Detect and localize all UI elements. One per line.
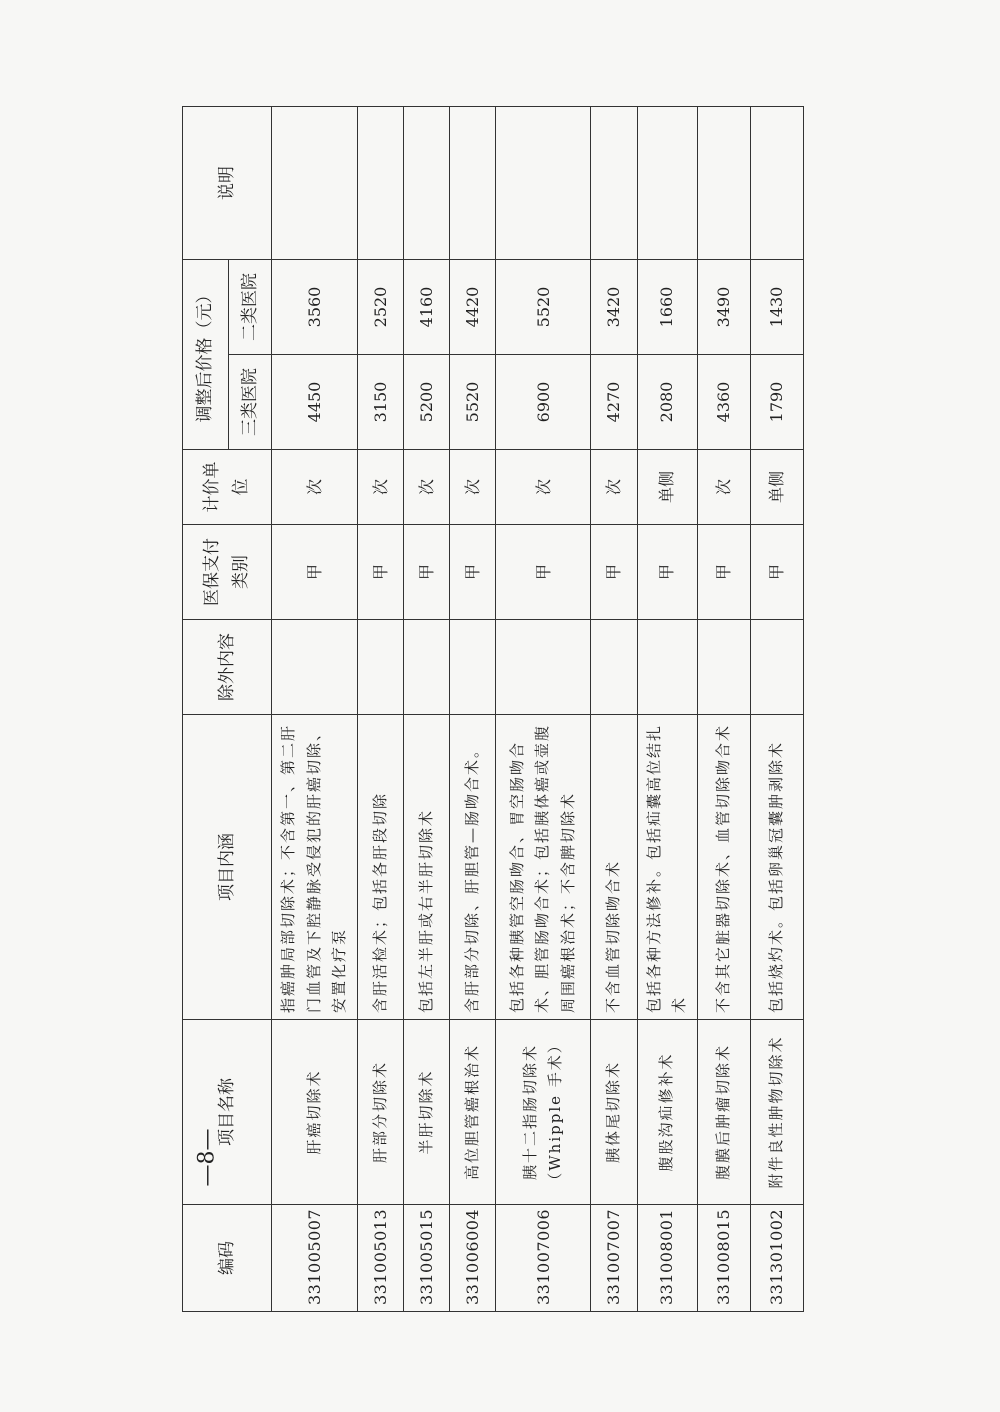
cell-price-b: 2520 bbox=[357, 260, 403, 355]
header-exclusion: 除外内容 bbox=[183, 620, 272, 715]
cell-unit: 次 bbox=[357, 450, 403, 525]
cell-insurance: 甲 bbox=[449, 525, 495, 620]
cell-unit: 次 bbox=[403, 450, 449, 525]
cell-name: 附件良性肿物切除术 bbox=[750, 1020, 803, 1205]
cell-price-b: 3560 bbox=[272, 260, 358, 355]
cell-price-b: 5520 bbox=[496, 260, 591, 355]
cell-code: 331005007 bbox=[272, 1205, 358, 1312]
cell-exclusion bbox=[750, 620, 803, 715]
cell-unit: 次 bbox=[449, 450, 495, 525]
cell-exclusion bbox=[697, 620, 750, 715]
cell-note bbox=[496, 107, 591, 260]
cell-exclusion bbox=[272, 620, 358, 715]
page-number: —8— bbox=[194, 1128, 220, 1187]
cell-note bbox=[272, 107, 358, 260]
cell-name: 腹膜后肿瘤切除术 bbox=[697, 1020, 750, 1205]
cell-name: 胰体尾切除术 bbox=[591, 1020, 637, 1205]
cell-note bbox=[357, 107, 403, 260]
cell-content: 不含其它脏器切除术、血管切除吻合术 bbox=[697, 715, 750, 1020]
cell-note bbox=[449, 107, 495, 260]
cell-note bbox=[403, 107, 449, 260]
header-unit: 计价单位 bbox=[183, 450, 272, 525]
cell-code: 331008015 bbox=[697, 1205, 750, 1312]
cell-content: 包括左半肝或右半肝切除术 bbox=[403, 715, 449, 1020]
cell-unit: 单侧 bbox=[637, 450, 697, 525]
cell-name: 肝癌切除术 bbox=[272, 1020, 358, 1205]
table-row bbox=[357, 107, 403, 1312]
cell-code: 331005015 bbox=[403, 1205, 449, 1312]
cell-code: 331301002 bbox=[750, 1205, 803, 1312]
table-row bbox=[496, 107, 591, 1312]
header-content: 项目内涵 bbox=[183, 715, 272, 1020]
cell-insurance: 甲 bbox=[403, 525, 449, 620]
header-note: 说明 bbox=[183, 107, 272, 260]
table-row bbox=[449, 107, 495, 1312]
cell-insurance: 甲 bbox=[496, 525, 591, 620]
cell-price-a: 3150 bbox=[357, 355, 403, 450]
header-insurance: 医保支付类别 bbox=[183, 525, 272, 620]
cell-exclusion bbox=[357, 620, 403, 715]
cell-unit: 次 bbox=[697, 450, 750, 525]
cell-unit: 次 bbox=[272, 450, 358, 525]
cell-price-b: 3420 bbox=[591, 260, 637, 355]
cell-unit: 次 bbox=[496, 450, 591, 525]
cell-code: 331007006 bbox=[496, 1205, 591, 1312]
cell-exclusion bbox=[449, 620, 495, 715]
cell-content: 指癌肿局部切除术；不含第一、第二肝门血管及下腔静脉受侵犯的肝癌切除、安置化疗泵 bbox=[272, 715, 358, 1020]
cell-exclusion bbox=[403, 620, 449, 715]
cell-note bbox=[591, 107, 637, 260]
cell-price-a: 6900 bbox=[496, 355, 591, 450]
cell-price-a: 5200 bbox=[403, 355, 449, 450]
cell-content: 包括烧灼术。包括卵巢冠囊肿剥除术 bbox=[750, 715, 803, 1020]
cell-price-a: 5520 bbox=[449, 355, 495, 450]
cell-price-b: 3490 bbox=[697, 260, 750, 355]
cell-note bbox=[697, 107, 750, 260]
cell-price-a: 1790 bbox=[750, 355, 803, 450]
cell-name: 胰十二指肠切除术（Whipple 手术） bbox=[496, 1020, 591, 1205]
cell-name: 半肝切除术 bbox=[403, 1020, 449, 1205]
cell-code: 331005013 bbox=[357, 1205, 403, 1312]
cell-insurance: 甲 bbox=[637, 525, 697, 620]
cell-insurance: 甲 bbox=[750, 525, 803, 620]
table-row bbox=[591, 107, 637, 1312]
cell-name: 肝部分切除术 bbox=[357, 1020, 403, 1205]
cell-insurance: 甲 bbox=[591, 525, 637, 620]
cell-name: 腹股沟疝修补术 bbox=[637, 1020, 697, 1205]
cell-unit: 单侧 bbox=[750, 450, 803, 525]
cell-code: 331008001 bbox=[637, 1205, 697, 1312]
table-row bbox=[750, 107, 803, 1312]
table-row bbox=[403, 107, 449, 1312]
cell-insurance: 甲 bbox=[357, 525, 403, 620]
table-row bbox=[697, 107, 750, 1312]
cell-price-a: 4360 bbox=[697, 355, 750, 450]
rotated-table-container bbox=[182, 107, 804, 1312]
cell-price-b: 4160 bbox=[403, 260, 449, 355]
cell-note bbox=[750, 107, 803, 260]
table-row bbox=[637, 107, 697, 1312]
price-table bbox=[182, 106, 804, 1312]
cell-price-a: 4450 bbox=[272, 355, 358, 450]
cell-unit: 次 bbox=[591, 450, 637, 525]
header-price-a: 三类医院 bbox=[229, 355, 272, 450]
cell-exclusion bbox=[591, 620, 637, 715]
header-price-b: 二类医院 bbox=[229, 260, 272, 355]
cell-note bbox=[637, 107, 697, 260]
header-code: 编码 bbox=[183, 1205, 272, 1312]
cell-code: 331006004 bbox=[449, 1205, 495, 1312]
cell-content: 包括各种方法修补。包括疝囊高位结扎术 bbox=[637, 715, 697, 1020]
table-row bbox=[272, 107, 358, 1312]
cell-price-a: 2080 bbox=[637, 355, 697, 450]
cell-insurance: 甲 bbox=[272, 525, 358, 620]
cell-content: 包括各种胰管空肠吻合、胃空肠吻合术、胆管肠吻合术；包括胰体癌或壶腹周围癌根治术；不含脾切除术 bbox=[496, 715, 591, 1020]
header-price-group: 调整后价格（元） bbox=[183, 260, 229, 450]
cell-price-b: 4420 bbox=[449, 260, 495, 355]
cell-content: 不含血管切除吻合术 bbox=[591, 715, 637, 1020]
header-name: 项目名称 bbox=[183, 1020, 272, 1205]
cell-exclusion bbox=[496, 620, 591, 715]
cell-exclusion bbox=[637, 620, 697, 715]
cell-content: 含肝部分切除、肝胆管—肠吻合术。 bbox=[449, 715, 495, 1020]
cell-insurance: 甲 bbox=[697, 525, 750, 620]
cell-code: 331007007 bbox=[591, 1205, 637, 1312]
cell-name: 高位胆管癌根治术 bbox=[449, 1020, 495, 1205]
cell-price-a: 4270 bbox=[591, 355, 637, 450]
cell-price-b: 1430 bbox=[750, 260, 803, 355]
cell-content: 含肝活检术；包括各肝段切除 bbox=[357, 715, 403, 1020]
cell-price-b: 1660 bbox=[637, 260, 697, 355]
